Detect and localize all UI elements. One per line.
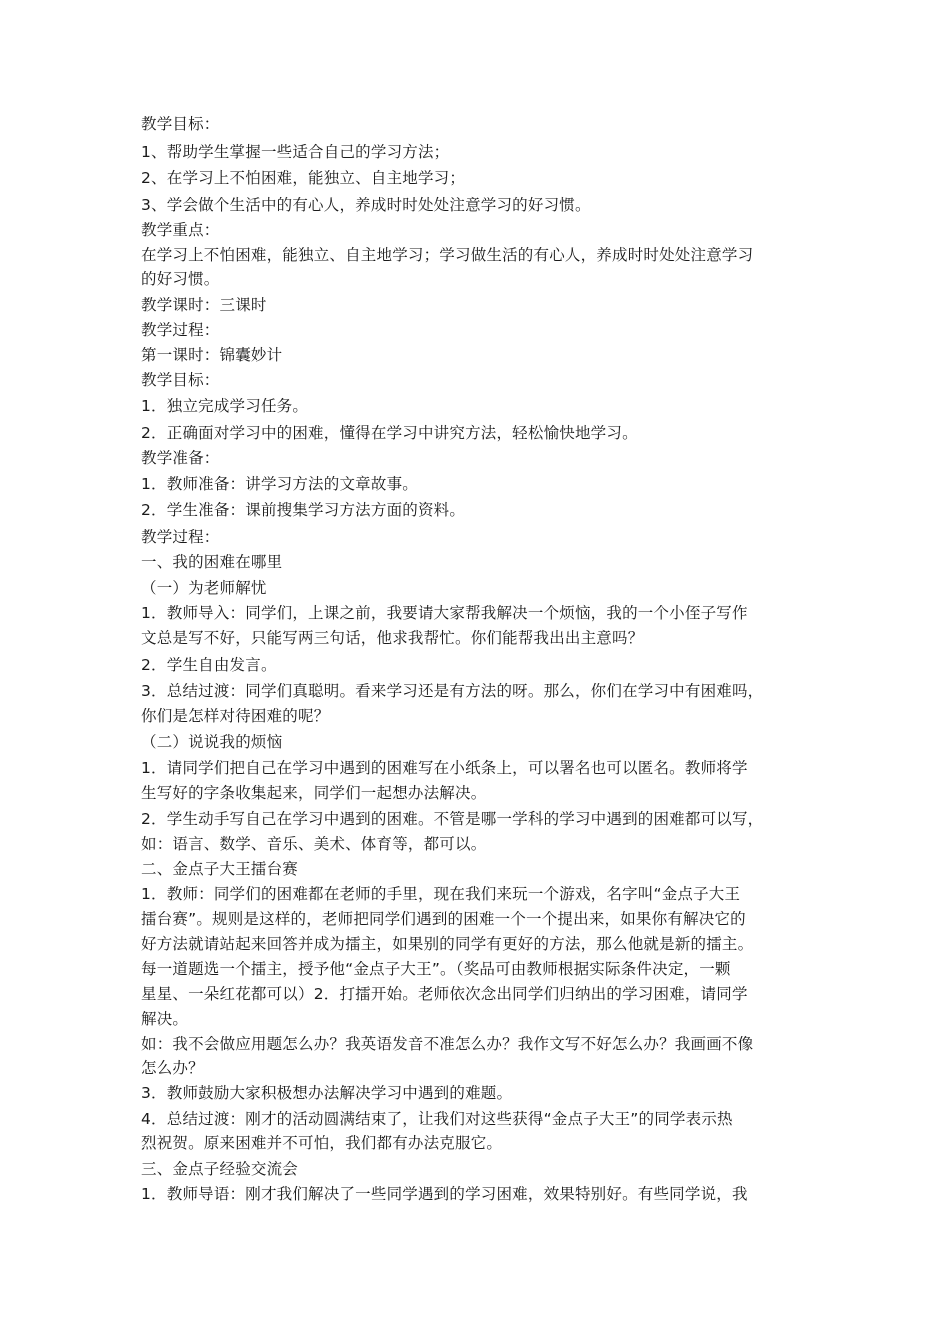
text-line: 文总是写不好，只能写两三句话，他求我帮忙。你们能帮我出出主意吗？	[141, 629, 644, 647]
text-line: 在学习上不怕困难，能独立、自主地学习；学习做生活的有心人，养成时时处处注意学习	[141, 246, 754, 264]
text-line: 2．学生准备：课前搜集学习方法方面的资料。	[141, 501, 466, 519]
text-line: （一）为老师解忧	[141, 579, 267, 597]
text-line: 1．教师导入：同学们，上课之前，我要请大家帮我解决一个烦恼，我的一个小侄子写作	[141, 604, 748, 622]
text-line: 好方法就请站起来回答并成为擂主，如果别的同学有更好的方法，那么他就是新的擂主。	[141, 935, 754, 953]
text-line: 你们是怎样对待困难的呢？	[141, 707, 330, 725]
text-line: 教学过程：	[141, 321, 220, 339]
text-line: 教学课时：三课时	[141, 296, 267, 314]
text-line: 第一课时：锦囊妙计	[141, 346, 283, 364]
text-line: 1．独立完成学习任务。	[141, 397, 309, 415]
text-line: 烈祝贺。原来困难并不可怕，我们都有办法克服它。	[141, 1134, 503, 1152]
text-line: 一、我的困难在哪里	[141, 553, 283, 571]
text-line: 生写好的字条收集起来，同学们一起想办法解决。	[141, 784, 487, 802]
text-line: 的好习惯。	[141, 270, 220, 288]
text-line: 2、在学习上不怕困难，能独立、自主地学习；	[141, 169, 466, 187]
text-line: 二、金点子大王擂台赛	[141, 860, 299, 878]
text-line: 2．学生自由发言。	[141, 656, 277, 674]
text-line: 3．总结过渡：同学们真聪明。看来学习还是有方法的呀。那么，你们在学习中有困难吗，	[141, 682, 764, 700]
text-line: 怎么办？	[141, 1059, 204, 1077]
text-line: 如：语言、数学、音乐、美术、体育等，都可以。	[141, 835, 487, 853]
text-line: 如：我不会做应用题怎么办？我英语发音不准怎么办？我作文写不好怎么办？我画画不像	[141, 1035, 754, 1053]
text-line: 星星、一朵红花都可以）2．打擂开始。老师依次念出同学们归纳出的学习困难，请同学	[141, 985, 748, 1003]
text-line: 1．教师：同学们的困难都在老师的手里，现在我们来玩一个游戏，名字叫“金点子大王	[141, 885, 741, 903]
text-line: 解决。	[141, 1010, 189, 1028]
text-line: （二）说说我的烦恼	[141, 733, 283, 751]
text-line: 1、帮助学生掌握一些适合自己的学习方法；	[141, 143, 450, 161]
text-line: 2．正确面对学习中的困难，懂得在学习中讲究方法，轻松愉快地学习。	[141, 424, 638, 442]
text-line: 教学过程：	[141, 528, 220, 546]
text-line: 1．教师导语：刚才我们解决了一些同学遇到的学习困难，效果特别好。有些同学说，我	[141, 1185, 748, 1203]
text-line: 1．教师准备：讲学习方法的文章故事。	[141, 475, 418, 493]
text-line: 教学目标：	[141, 115, 220, 133]
text-line: 教学目标：	[141, 371, 220, 389]
text-line: 每一道题选一个擂主，授予他“金点子大王”。（奖品可由教师根据实际条件决定，一颗	[141, 960, 731, 978]
text-line: 2．学生动手写自己在学习中遇到的困难。不管是哪一学科的学习中遇到的困难都可以写，	[141, 810, 764, 828]
text-line: 擂台赛”。规则是这样的，老师把同学们遇到的困难一个一个提出来，如果你有解决它的	[141, 910, 746, 928]
text-line: 1．请同学们把自己在学习中遇到的困难写在小纸条上，可以署名也可以匿名。教师将学	[141, 759, 748, 777]
text-line: 4．总结过渡：刚才的活动圆满结束了，让我们对这些获得“金点子大王”的同学表示热	[141, 1110, 733, 1128]
text-line: 教学重点：	[141, 221, 220, 239]
text-line: 3、学会做个生活中的有心人，养成时时处处注意学习的好习惯。	[141, 196, 591, 214]
text-line: 3．教师鼓励大家积极想办法解决学习中遇到的难题。	[141, 1084, 513, 1102]
text-line: 三、金点子经验交流会	[141, 1160, 299, 1178]
text-line: 教学准备：	[141, 449, 220, 467]
